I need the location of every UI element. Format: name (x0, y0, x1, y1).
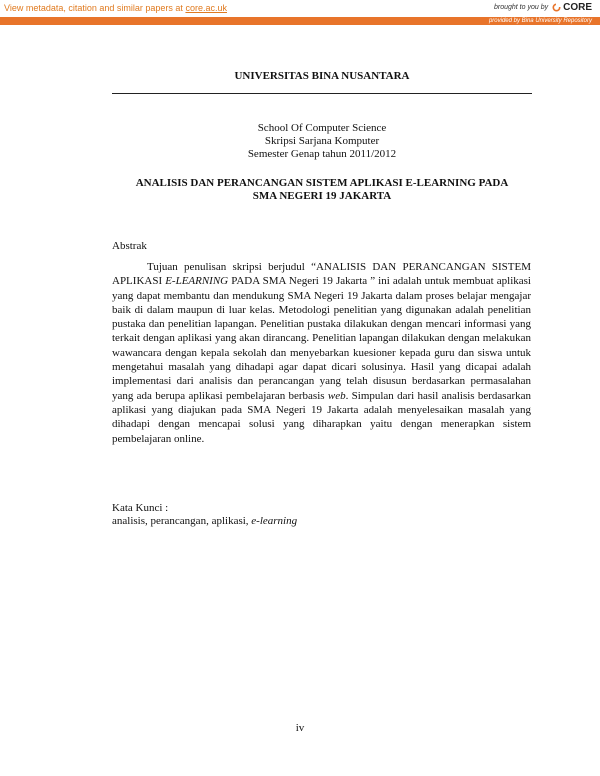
title-line-2: SMA NEGERI 19 JAKARTA (252, 190, 392, 202)
keywords-italic: e-learning (251, 515, 298, 527)
keywords-label: Kata Kunci : (112, 502, 169, 514)
title-line-1: ANALISIS DAN PERANCANGAN SISTEM APLIKASI E-LEARNING PADA (135, 177, 509, 189)
semester-line: Semester Genap tahun 2011/2012 (247, 148, 397, 160)
core-banner (0, 0, 600, 18)
core-link[interactable]: core.ac.uk (185, 3, 227, 13)
core-logo-label: CORE (563, 2, 592, 13)
core-brought-by[interactable] (494, 2, 592, 13)
university-heading: UNIVERSITAS BINA NUSANTARA (234, 70, 410, 82)
keywords-text: analisis, perancangan, aplikasi, (112, 515, 252, 527)
keywords-value (112, 515, 297, 527)
core-left-text: View metadata, citation and similar papers at (4, 3, 183, 13)
document-meta (112, 122, 532, 161)
abstract-part-2: PADA SMA Negeri 19 Jakarta ” ini adalah untuk membuat aplikasi yang dapat membantu dan mendukung SMA Negeri 19 Jakarta dalam proses belajar mengajar baik di dalam maupun di luar kelas. Metodologi penelitian yang digunakan adalah penelitian pustaka dan penelitian lapangan. Penelitian pustaka dilakukan dengan mencari informasi yang terkait dengan aplikasi yang akan dirancang. Penelitian lapangan dilakukan dengan melakukan wawancara dengan kepala sekolah dan menyebarkan kuesioner kepada guru dan siswa untuk mengetahui masalah yang dihadapi agar dapat dicari solusinya. Hasil yang dicapai adalah implementasi dari analisis dan perancangan yang telah disusun berdasarkan permasalahan yang ada berupa aplikasi pembelajaran berbasis (112, 275, 531, 402)
core-provided-text: provided by Bina University Repository (488, 18, 592, 24)
core-provided-band (0, 17, 600, 25)
abstract-italic-web: web (327, 389, 346, 402)
header-rule (112, 93, 532, 94)
degree-line: Skripsi Sarjana Komputer (264, 135, 380, 147)
school-line: School Of Computer Science (257, 122, 387, 134)
core-logo-icon (551, 2, 562, 13)
core-logo (551, 2, 592, 13)
abstract-italic-elearning: E-LEARNING (165, 275, 229, 288)
abstract-part-1: Tujuan penulisan skripsi berjudul “ANALISIS DAN PERANCANGAN SISTEM APLIKASI (112, 261, 531, 288)
core-metadata-link-text (4, 3, 227, 13)
page-number: iv (295, 722, 305, 734)
abstract-part-3: . Simpulan dari hasil analisis berdasarkan aplikasi yang diajukan pada SMA Negeri 19 Jakarta adalah menyelesaikan masalah yang dihadapi dengan mencapai solusi yang diharapkan yaitu dengan menerapkan sistem pembelajaran online. (112, 389, 531, 445)
core-brought-text: brought to you by (494, 4, 549, 11)
document-title (112, 177, 532, 203)
abstract-body (112, 260, 531, 446)
abstract-label: Abstrak (112, 240, 147, 252)
